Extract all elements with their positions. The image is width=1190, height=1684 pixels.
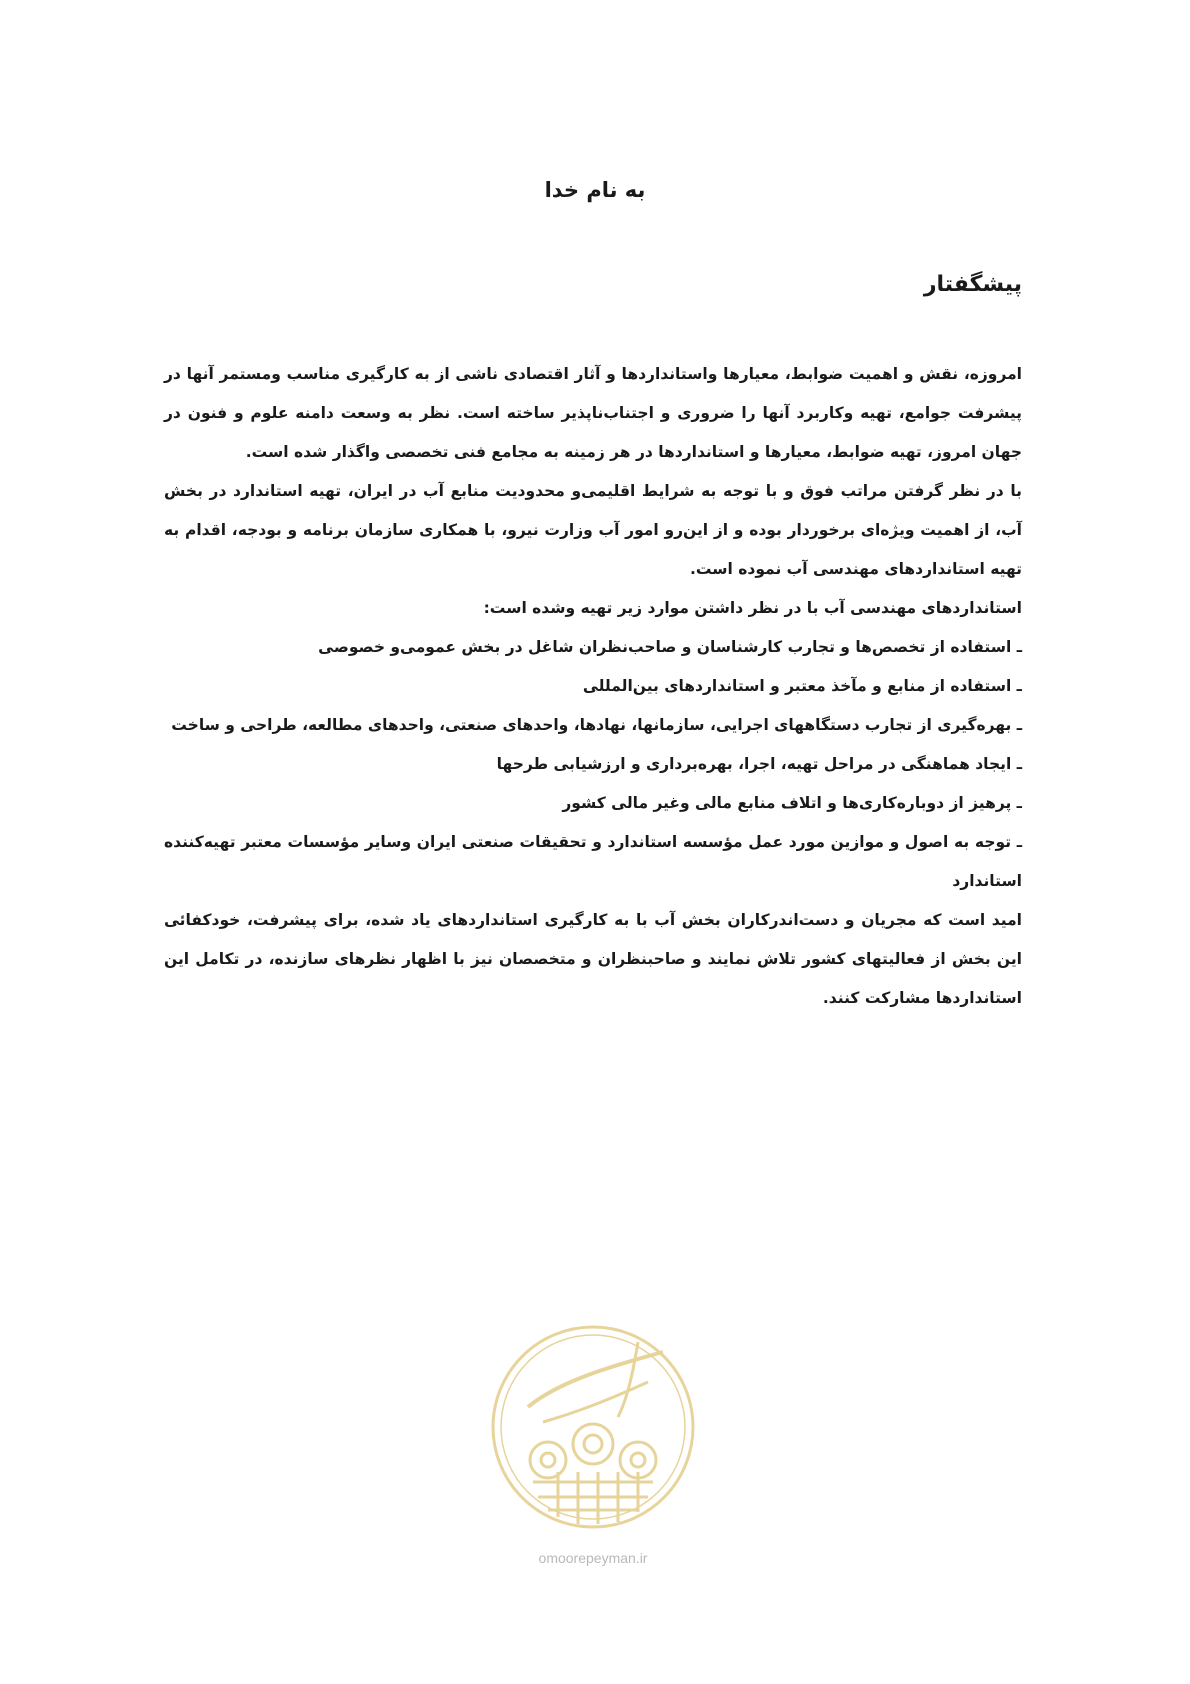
list-item: ـ ایجاد هماهنگی در مراحل تهیه، اجرا، بهره‌برداری و ارزشیابی طرحها	[496, 755, 1022, 773]
list-item: ـ پرهیز از دوباره‌کاری‌ها و اتلاف منابع مالی وغیر مالی کشور	[562, 794, 1022, 812]
watermark-seal-icon	[488, 1312, 698, 1542]
section-heading: پیشگفتار	[923, 272, 1022, 297]
bismillah-title: به نام خدا	[544, 178, 646, 202]
list-intro-paragraph: استانداردهای مهندسی آب با در نظر داشتن موارد زیر تهیه وشده است:	[483, 599, 1022, 617]
context-paragraph: با در نظر گرفتن مراتب فوق و با توجه به شرایط اقلیمی‌و محدودیت منابع آب در ایران، تهیه استاندارد در بخش آب، از اهمیت ویژه‌ای برخوردار بوده و از این‌رو امور آب وزارت نیرو، با همکاری سازمان برنامه و بودجه، اقدام به تهیه استانداردهای مهندسی آب نموده است.	[164, 482, 1022, 578]
list-item: ـ بهره‌گیری از تجارب دستگاههای اجرایی، سازمانها، نهادها، واحدهای صنعتی، واحدهای مطالعه، طراحی و ساخت	[171, 716, 1022, 734]
watermark-logo	[488, 1312, 698, 1572]
list-item: ـ استفاده از منابع و مآخذ معتبر و استانداردهای بین‌المللی	[582, 677, 1022, 695]
watermark-caption: omoorepeyman.ir	[538, 1550, 648, 1566]
list-item: ـ توجه به اصول و موازین مورد عمل مؤسسه استاندارد و تحقیقات صنعتی ایران وسایر مؤسسات معتبر تهیه‌کننده استاندارد	[164, 833, 1022, 890]
list-item: ـ استفاده از تخصص‌ها و تجارب کارشناسان و صاحب‌نظران شاغل در بخش عمومی‌و خصوصی	[318, 638, 1022, 656]
body-text	[164, 355, 1022, 1018]
closing-paragraph: امید است که مجریان و دست‌اندرکاران بخش آب با به کارگیری استانداردهای یاد شده، برای پیشرفت، خودکفائی این بخش از فعالیتهای کشور تلاش نمایند و صاحبنظران و متخصصان نیز با اظهار نظرهای سازنده، در تکامل این استانداردها مشارکت کنند.	[164, 911, 1022, 1007]
intro-paragraph: امروزه، نقش و اهمیت ضوابط، معیارها واستانداردها و آثار اقتصادی ناشی از به کارگیری مناسب ومستمر آنها در پیشرفت جوامع، تهیه وکاربرد آنها را ضروری و اجتناب‌ناپذیر ساخته است. نظر به وسعت دامنه علوم و فنون در جهان امروز، تهیه ضوابط، معیارها و استانداردها در هر زمینه به مجامع فنی تخصصی واگذار شده است.	[164, 365, 1022, 461]
